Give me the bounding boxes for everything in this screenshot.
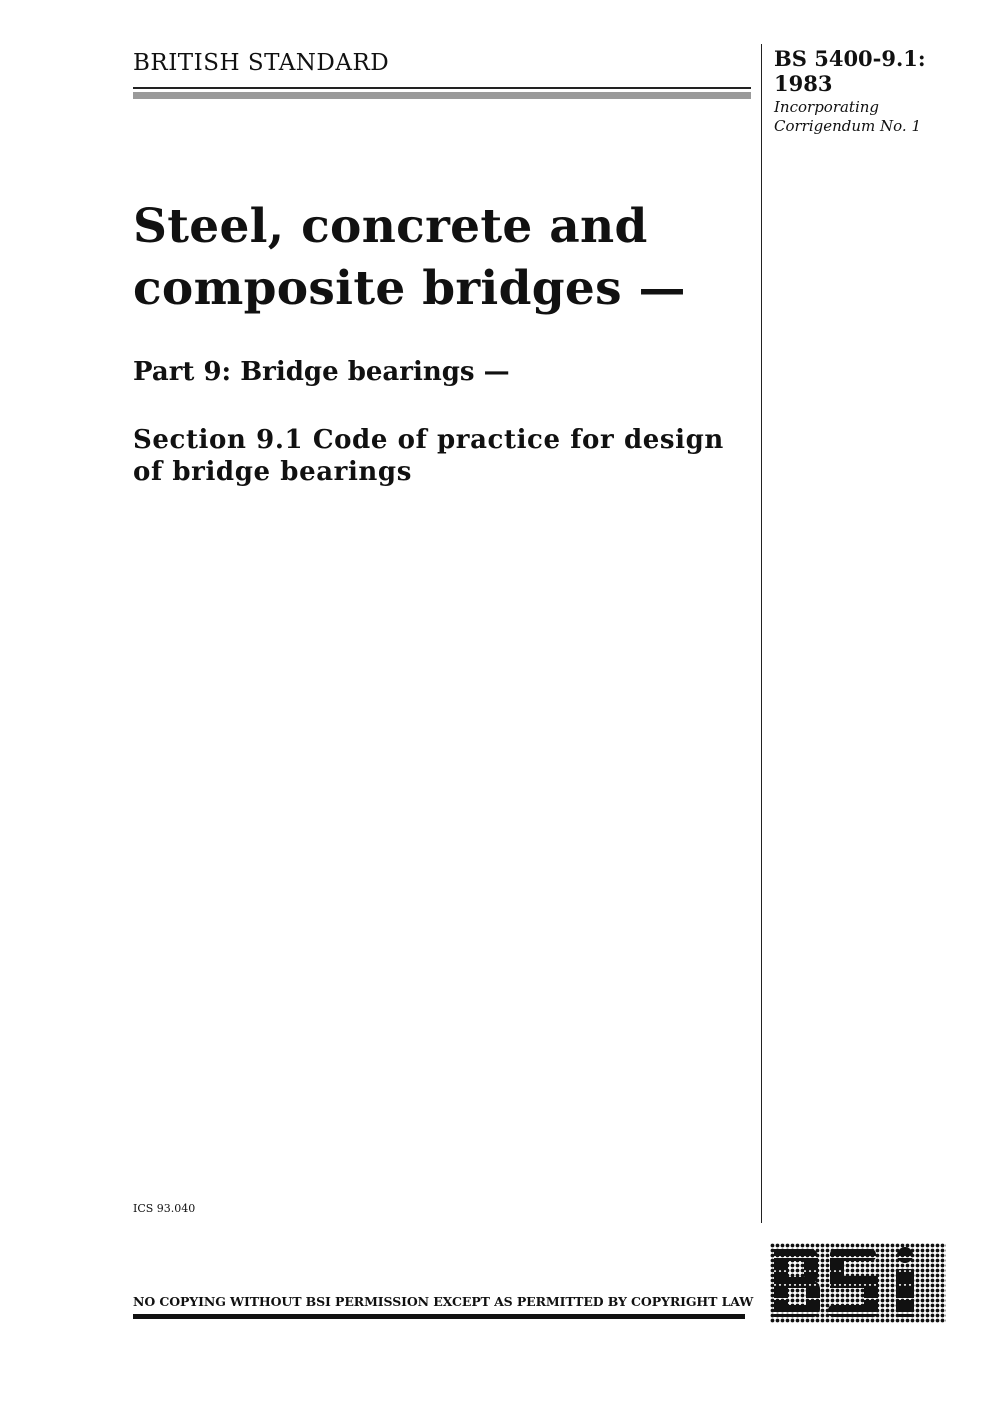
- part-title: Part 9: Bridge bearings —: [133, 357, 510, 387]
- standard-number-line2: 1983: [774, 71, 833, 96]
- incorporating-line2: Corrigendum No. 1: [774, 117, 922, 135]
- footer-rule: [133, 1314, 745, 1319]
- copyright-notice: NO COPYING WITHOUT BSI PERMISSION EXCEPT AS PERMITTED BY COPYRIGHT LAW: [133, 1294, 754, 1309]
- standard-number-line1: BS 5400-9.1:: [774, 46, 926, 71]
- incorporating-line1: Incorporating: [774, 98, 880, 116]
- main-title-line1: Steel, concrete and: [133, 199, 648, 254]
- series-label: BRITISH STANDARD: [133, 50, 390, 76]
- section-title: [133, 424, 753, 488]
- standard-number: [774, 46, 926, 96]
- ics-code: ICS 93.040: [133, 1202, 196, 1215]
- section-title-line1: Section 9.1 Code of practice for design: [133, 425, 724, 455]
- main-title-line2: composite bridges —: [133, 261, 686, 316]
- vertical-divider: [761, 44, 762, 1223]
- header-rule-thick: [133, 92, 751, 99]
- main-title: [133, 196, 753, 320]
- header-rule-thin: [133, 87, 751, 89]
- bsi-logo-icon: [770, 1243, 946, 1323]
- section-title-line2: of bridge bearings: [133, 457, 412, 487]
- incorporating-note: [774, 98, 921, 136]
